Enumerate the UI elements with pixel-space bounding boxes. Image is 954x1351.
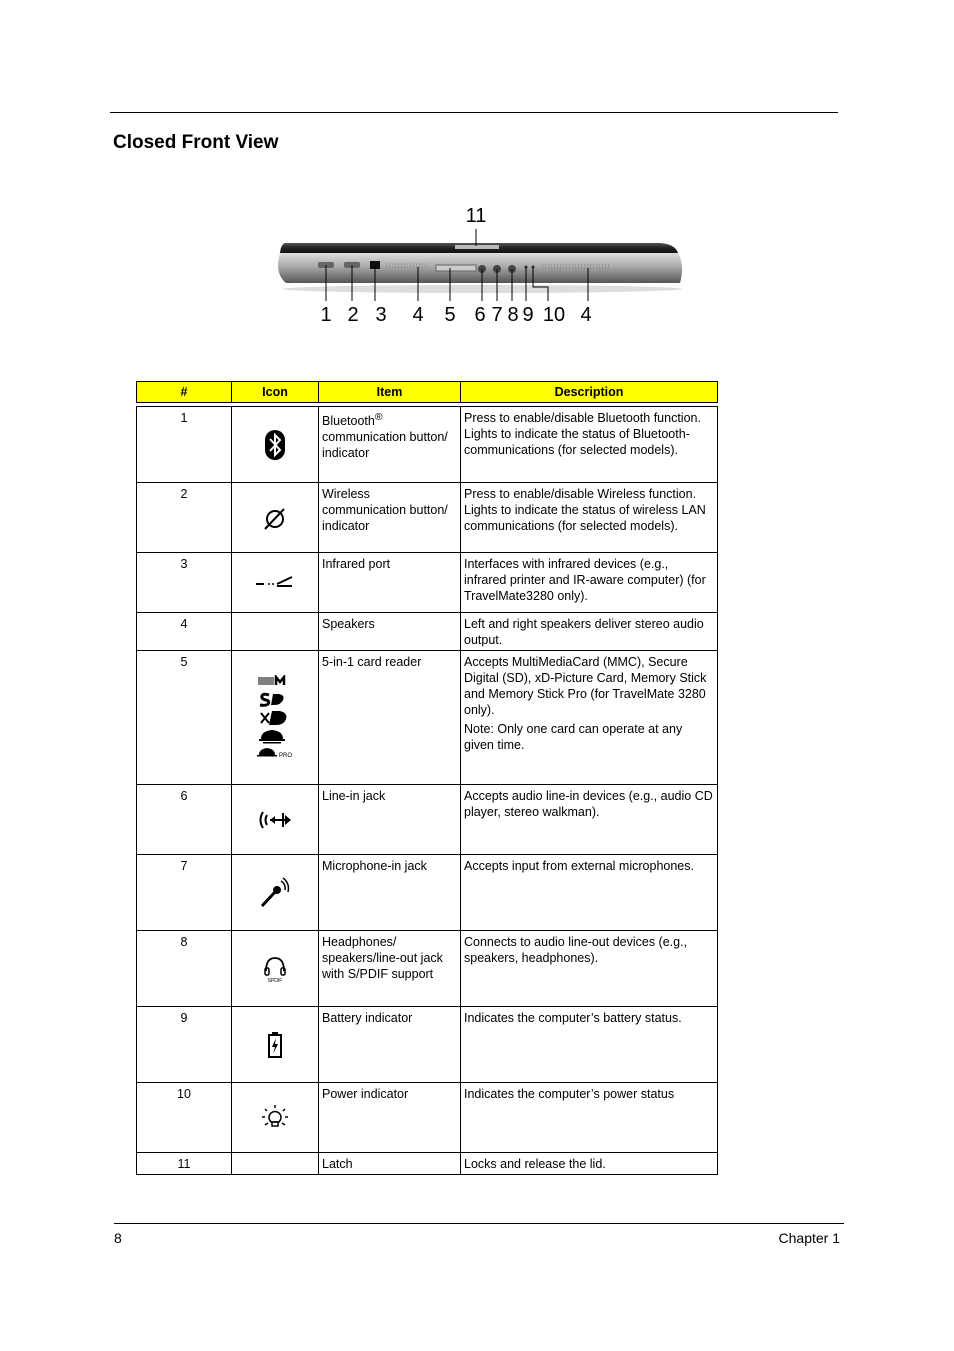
headphones-icon xyxy=(262,955,288,983)
callout-label: 11 xyxy=(465,205,487,227)
callout-label: 8 xyxy=(507,304,519,326)
callout-label: 6 xyxy=(474,304,486,326)
callout-label: 1 xyxy=(320,304,332,326)
latch xyxy=(455,245,499,249)
row-number: 2 xyxy=(137,483,232,553)
description-text: Press to enable/disable Wireless function. Lights to indicate the status of wireless LAN communications (for selected models). xyxy=(464,487,706,533)
closed-front-view-figure xyxy=(250,195,710,335)
row-number: 9 xyxy=(137,1007,232,1083)
section-title: Closed Front View xyxy=(113,132,279,153)
callout-label: 4 xyxy=(580,304,592,326)
table-row xyxy=(137,483,718,553)
item-text: Bluetooth xyxy=(322,414,375,429)
row-item xyxy=(319,407,461,483)
description-text: Locks and release the lid. xyxy=(464,1157,606,1171)
row-item: Headphones/ speakers/line-out jack with S/PDIF support xyxy=(319,931,461,1007)
table-row xyxy=(137,553,718,613)
battery-icon xyxy=(267,1031,283,1059)
row-description xyxy=(461,1007,718,1083)
infrared-icon xyxy=(255,575,295,591)
row-description xyxy=(461,931,718,1007)
registered-mark: ® xyxy=(374,412,383,423)
table-row xyxy=(137,613,718,651)
chapter-label: Chapter 1 xyxy=(778,1230,840,1246)
header-number: # xyxy=(137,382,232,403)
row-item: Line-in jack xyxy=(319,785,461,855)
card-reader-slot xyxy=(436,265,476,271)
description-note: Note: Only one card can operate at any given time. xyxy=(464,722,683,752)
header-icon: Icon xyxy=(232,382,319,403)
empty-icon-cell xyxy=(232,1153,319,1175)
header-rule xyxy=(110,112,838,113)
row-description xyxy=(461,855,718,931)
row-number: 5 xyxy=(137,651,232,785)
components-table xyxy=(136,381,718,1175)
table-row xyxy=(137,855,718,931)
callout-label: 9 xyxy=(522,304,534,326)
row-item: Infrared port xyxy=(319,553,461,613)
memory-stick-pro-icon xyxy=(257,748,292,759)
row-description xyxy=(461,483,718,553)
row-description xyxy=(461,553,718,613)
row-description xyxy=(461,1153,718,1175)
row-number: 4 xyxy=(137,613,232,651)
row-item: Battery indicator xyxy=(319,1007,461,1083)
item-text: communication button/ indicator xyxy=(322,430,448,461)
row-number: 11 xyxy=(137,1153,232,1175)
table-row xyxy=(137,1083,718,1153)
description-text: Indicates the computer’s battery status. xyxy=(464,1011,682,1025)
description-text: Accepts audio line-in devices (e.g., audio CD player, stereo walkman). xyxy=(464,789,713,819)
table-header-row xyxy=(137,382,718,403)
row-description xyxy=(461,785,718,855)
row-number: 10 xyxy=(137,1083,232,1153)
row-number: 3 xyxy=(137,553,232,613)
callout-label: 5 xyxy=(444,304,456,326)
callout-label: 3 xyxy=(375,304,387,326)
table-row xyxy=(137,407,718,483)
row-item: Latch xyxy=(319,1153,461,1175)
line-in-icon xyxy=(257,808,293,832)
footer-rule xyxy=(114,1223,844,1224)
row-number: 1 xyxy=(137,407,232,483)
mmc-icon xyxy=(259,677,284,685)
description-text: Connects to audio line-out devices (e.g., speakers, headphones). xyxy=(464,935,688,965)
wireless-icon xyxy=(262,505,288,531)
page-number: 8 xyxy=(114,1230,122,1246)
description-text: Interfaces with infrared devices (e.g., infrared printer and IR-aware computer) (for TravelMate3280 only). xyxy=(464,557,706,603)
row-item: 5-in-1 card reader xyxy=(319,651,461,785)
svg-text:PRO: PRO xyxy=(279,752,293,759)
row-item: Power indicator xyxy=(319,1083,461,1153)
row-number: 6 xyxy=(137,785,232,855)
sd-icon xyxy=(260,694,284,705)
table-row xyxy=(137,651,718,785)
xd-icon xyxy=(261,711,286,725)
row-description xyxy=(461,651,718,785)
callout-label: 7 xyxy=(491,304,503,326)
callout-label: 2 xyxy=(347,304,359,326)
callout-label: 10 xyxy=(542,304,566,326)
memory-stick-icon xyxy=(259,730,285,744)
description-text: Indicates the computer’s power status xyxy=(464,1087,675,1101)
table-row xyxy=(137,931,718,1007)
table-row xyxy=(137,785,718,855)
row-item: Wireless communication button/ indicator xyxy=(319,483,461,553)
table-row xyxy=(137,1153,718,1175)
description-text: Accepts MultiMediaCard (MMC), Secure Digital (SD), xD-Picture Card, Memory Stick and Memory Stick Pro (for TravelMate 3280 only). xyxy=(464,655,707,717)
row-number: 8 xyxy=(137,931,232,1007)
row-item: Microphone-in jack xyxy=(319,855,461,931)
header-item: Item xyxy=(319,382,461,403)
power-indicator-icon xyxy=(262,1105,288,1131)
description-text: Accepts input from external microphones. xyxy=(464,859,694,873)
callout-label: 4 xyxy=(412,304,424,326)
row-number: 7 xyxy=(137,855,232,931)
row-description xyxy=(461,1083,718,1153)
row-description xyxy=(461,613,718,651)
table-row xyxy=(137,1007,718,1083)
header-description: Description xyxy=(461,382,718,403)
empty-icon-cell xyxy=(232,613,319,651)
description-text: Press to enable/disable Bluetooth function. Lights to indicate the status of Bluetooth-communications (for selected models). xyxy=(464,411,701,457)
description-text: Left and right speakers deliver stereo audio output. xyxy=(464,617,704,647)
microphone-icon xyxy=(258,877,292,909)
laptop-front-illustration xyxy=(250,195,710,335)
bluetooth-icon xyxy=(264,430,286,460)
row-item: Speakers xyxy=(319,613,461,651)
svg-text:SPDIF: SPDIF xyxy=(267,977,283,983)
row-description xyxy=(461,407,718,483)
card-reader-icons xyxy=(255,675,295,761)
